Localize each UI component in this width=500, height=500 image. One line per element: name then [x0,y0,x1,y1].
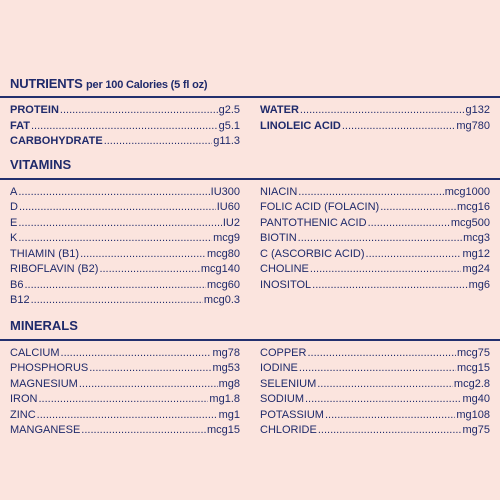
nutrient-unit: mg [462,247,478,260]
nutrient-value: 0.3 [224,294,240,306]
nutrient-unit: mg [218,377,234,390]
dot-leader [368,217,450,229]
nutrient-value: 78 [227,346,240,359]
nutrient-row [10,362,240,378]
nutrient-row [10,393,240,409]
nutrient-unit: IU [210,185,222,198]
nutrient-unit: mg [462,393,478,405]
nutrient-value: 3 [483,232,490,244]
nutrient-row [10,248,240,264]
nutrient-name: CHLORIDE [260,424,317,436]
nutrient-row [260,362,490,378]
nutrient-name: B12 [10,294,30,306]
dot-leader [307,347,456,359]
dot-leader [342,120,455,132]
nutrients-left-column [10,104,240,151]
nutrient-value: 300 [221,185,240,198]
nutrient-unit: mcg [463,232,484,244]
dot-leader [104,135,213,147]
nutrient-value: 108 [471,408,490,421]
dot-leader [79,378,218,390]
nutrient-value: 60 [227,278,240,291]
minerals-heading: MINERALS [10,317,78,333]
nutrient-name: PHOSPHORUS [10,362,89,374]
nutrient-name: CHOLINE [260,263,309,275]
nutrient-name: SODIUM [260,393,304,405]
nutrient-value: 140 [221,263,240,275]
minerals-section [10,347,490,440]
nutrient-row [10,263,240,279]
nutrient-name: INOSITOL [260,278,312,291]
nutrient-name: IRON [10,393,38,405]
nutrient-value: 40 [477,393,490,405]
nutrient-unit: IU [216,201,228,213]
nutrient-name: A [10,185,18,198]
nutrient-row [260,393,490,409]
nutrient-value: 1000 [465,185,490,198]
nutrient-unit: mg [456,408,472,421]
nutrient-unit: g [465,104,472,116]
nutrient-name: PROTEIN [10,104,59,116]
dot-leader [299,362,456,374]
nutrient-name: SELENIUM [260,377,317,390]
nutrient-name: RIBOFLAVIN (B2) [10,263,99,275]
nutrient-row [260,217,490,233]
nutrient-value: 1 [233,408,240,421]
nutrient-unit: mcg [456,362,478,374]
nutrient-name: COPPER [260,346,307,359]
vitamins-left-column [10,186,240,310]
nutrient-value: 75 [477,346,490,359]
nutrient-row [10,201,240,217]
nutrient-name: BIOTIN [260,232,297,244]
nutrient-row [260,263,490,279]
nutrient-name: LINOLEIC ACID [260,119,341,132]
nutrient-name: K [10,232,18,244]
nutrient-unit: mcg [206,247,228,260]
nutrient-value: 15 [477,362,490,374]
nutrient-value: 60 [227,201,240,213]
dot-leader [31,120,218,132]
nutrient-unit: mcg [456,201,478,213]
dot-leader [18,186,209,198]
nutrient-name: C (ASCORBIC ACID) [260,247,365,260]
nutrient-name: D [10,201,18,213]
nutrient-name: B6 [10,278,24,291]
dot-leader [18,232,212,244]
nutrient-row [10,347,240,363]
dot-leader [61,347,212,359]
nutrient-name: MAGNESIUM [10,377,78,390]
nutrient-unit: mcg [213,232,234,244]
nutrients-right-column [260,104,490,151]
nutrient-unit: IU [222,216,234,229]
title-text: NUTRIENTS [10,76,83,91]
dot-leader [37,409,218,421]
nutrient-unit: mcg [444,185,466,198]
nutrient-name: CARBOHYDRATE [10,135,103,147]
nutrient-name: NIACIN [260,185,298,198]
nutrient-unit: g [218,104,225,116]
nutrient-name: POTASSIUM [260,408,324,421]
title-subtitle: per 100 Calories (5 fl oz) [86,79,208,91]
nutrient-unit: mcg [203,294,225,306]
nutrient-row [10,120,240,136]
nutrient-unit: g [218,119,225,132]
nutrient-row [260,347,490,363]
nutrient-row [260,424,490,440]
dot-leader [318,424,462,436]
nutrient-value: 24 [477,263,490,275]
dot-leader [31,294,203,306]
panel-title [10,76,490,91]
nutrient-name: E [10,216,18,229]
nutrient-name: FAT [10,119,30,132]
nutrient-unit: mg [456,119,472,132]
nutrient-unit: mg [212,362,228,374]
nutrient-name: CALCIUM [10,346,60,359]
nutrition-panel [10,76,490,440]
nutrient-unit: mg [209,393,225,405]
nutrient-name: THIAMIN (B1) [10,247,80,260]
nutrient-value: 53 [227,362,240,374]
nutrient-unit: mcg [456,346,478,359]
dot-leader [80,248,206,260]
nutrient-value: 75 [477,424,490,436]
nutrient-value: 15 [227,424,240,436]
nutrient-row [260,120,490,136]
nutrient-row [260,279,490,295]
nutrient-value: 2.5 [224,104,240,116]
dot-leader [312,279,467,291]
nutrient-row [10,378,240,394]
nutrient-unit: mg [462,263,478,275]
nutrient-row [260,186,490,202]
minerals-right-column [260,347,490,440]
vitamins-right-column [260,186,490,310]
nutrient-value: 1.8 [224,393,240,405]
nutrient-row [10,279,240,295]
nutrient-row [260,248,490,264]
nutrient-unit: mcg [450,216,472,229]
vitamins-section [10,186,490,310]
nutrient-value: 132 [471,104,490,116]
nutrient-name: MANGANESE [10,424,81,436]
nutrient-value: 11.3 [219,135,240,147]
dot-leader [18,217,222,229]
dot-leader [380,201,456,213]
nutrient-value: 780 [471,119,490,132]
nutrient-row [10,135,240,151]
nutrient-row [10,186,240,202]
nutrient-row [260,378,490,394]
nutrient-row [10,104,240,120]
nutrient-value: 2.8 [474,377,490,390]
dot-leader [366,248,462,260]
nutrient-row [260,409,490,425]
dot-leader [89,362,211,374]
nutrient-unit: mcg [453,377,475,390]
dot-leader [310,263,462,275]
nutrient-value: 80 [227,247,240,260]
nutrient-unit: g [213,135,220,147]
minerals-left-column [10,347,240,440]
nutrient-value: 6 [483,278,490,291]
nutrient-value: 9 [233,232,240,244]
nutrient-unit: mcg [206,424,228,436]
nutrient-unit: mg [212,346,228,359]
dot-leader [19,201,216,213]
nutrient-row [10,217,240,233]
nutrient-value: 500 [471,216,490,229]
dot-leader [99,263,199,275]
dot-leader [81,424,206,436]
dot-leader [24,279,206,291]
nutrient-unit: mg [462,424,478,436]
vitamins-heading: VITAMINS [10,156,72,172]
dot-leader [325,409,455,421]
nutrient-value: 16 [477,201,490,213]
dot-leader [39,393,209,405]
dot-leader [298,232,462,244]
nutrient-value: 2 [233,216,240,229]
nutrient-name: PANTOTHENIC ACID [260,216,367,229]
nutrients-section [10,104,490,151]
dot-leader [317,378,453,390]
nutrient-unit: mg [218,408,234,421]
dot-leader [60,104,218,116]
dot-leader [298,186,443,198]
nutrient-value: 5.1 [224,119,240,132]
nutrient-row [260,201,490,217]
nutrient-unit: mcg [200,263,222,275]
nutrient-row [10,409,240,425]
nutrient-row [10,424,240,440]
nutrient-name: WATER [260,104,299,116]
nutrient-value: 8 [233,377,240,390]
dot-leader [305,393,461,405]
nutrient-row [10,294,240,310]
dot-leader [300,104,465,116]
nutrient-unit: mg [468,278,484,291]
nutrient-row [260,232,490,248]
nutrient-name: ZINC [10,408,36,421]
nutrient-row [10,232,240,248]
nutrient-name: FOLIC ACID (FOLACIN) [260,201,380,213]
nutrient-unit: mcg [206,278,228,291]
nutrient-name: IODINE [260,362,298,374]
nutrient-value: 12 [477,247,490,260]
nutrient-row [260,104,490,120]
